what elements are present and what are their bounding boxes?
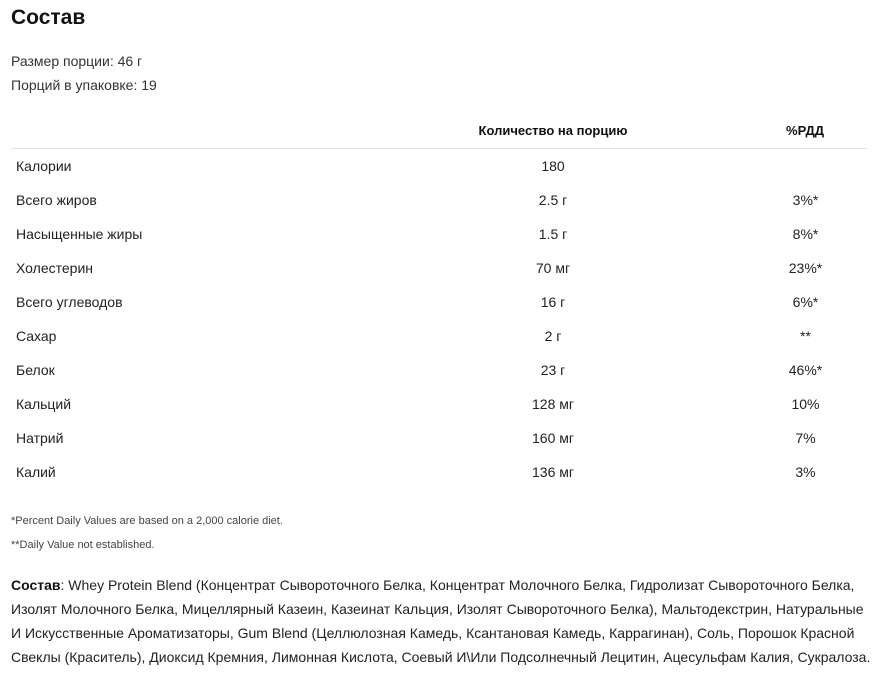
nutrient-amount: 128 мг (532, 396, 574, 412)
nutrient-amount: 2.5 г (538, 192, 568, 208)
nutrient-name: Калории (16, 158, 72, 174)
nutrient-name: Белок (16, 362, 55, 378)
nutrient-name: Всего жиров (16, 192, 97, 208)
nutrition-table (11, 112, 867, 489)
nutrient-name: Холестерин (16, 260, 93, 276)
nutrient-daily-value: 3%* (792, 192, 819, 208)
nutrient-name: Кальций (16, 396, 72, 412)
nutrient-daily-value: 3% (795, 464, 816, 480)
header-name (11, 112, 477, 149)
nutrient-daily-value: 10% (791, 396, 820, 412)
nutrient-amount: 2 г (544, 328, 562, 344)
header-amount: Количество на порцию (477, 112, 629, 149)
table-row (11, 183, 867, 217)
not-established-footnote: **Daily Value not established. (11, 539, 155, 551)
nutrient-name: Насыщенные жиры (16, 226, 143, 242)
table-row (11, 285, 867, 319)
servings-per-container: Порций в упаковке: 19 (11, 77, 157, 93)
nutrient-daily-value: 6%* (792, 294, 819, 310)
nutrient-name: Всего углеводов (16, 294, 123, 310)
nutrient-amount: 70 мг (535, 260, 571, 276)
table-row (11, 319, 867, 353)
nutrient-amount: 160 мг (532, 430, 574, 446)
daily-value-footnote: *Percent Daily Values are based on a 2,000 calorie diet. (11, 515, 283, 527)
table-row (11, 455, 867, 489)
table-row (11, 353, 867, 387)
nutrient-name: Сахар (16, 328, 57, 344)
ingredients-paragraph (11, 573, 871, 669)
table-row (11, 217, 867, 251)
nutrient-daily-value (629, 149, 867, 184)
ingredients-text: : Whey Protein Blend (Концентрат Сывороточного Белка, Концентрат Молочного Белка, Гидролизат Сывороточного Белка, Изолят Молочного Белка, Мицеллярный Казеин, Казеинат Кальция, Изолят Сывороточного Белка), Мальтодекстрин, Натуральные И Искусственные Ароматизаторы, Gum Blend (Целлюлозная Камедь, Ксантановая Камедь, Каррагинан), Соль, Порошок Красной Свеклы (Краситель), Диоксид Кремния, Лимонная Кислота, Соевый И\Или Подсолнечный Лецитин, Ацесульфам Калия, Сукралоза. (11, 577, 871, 665)
nutrient-amount: 136 мг (532, 464, 574, 480)
nutrient-amount: 16 г (540, 294, 566, 310)
nutrient-amount: 23 г (540, 362, 566, 378)
nutrient-daily-value: 8%* (792, 226, 819, 242)
table-row (11, 149, 867, 184)
table-row (11, 421, 867, 455)
nutrient-daily-value: 23%* (788, 260, 823, 276)
nutrient-daily-value: 7% (795, 430, 816, 446)
ingredients-label: Состав (11, 577, 61, 593)
serving-size: Размер порции: 46 г (11, 53, 143, 69)
nutrient-daily-value: 46%* (788, 362, 823, 378)
table-row (11, 387, 867, 421)
nutrient-name: Калий (16, 464, 56, 480)
nutrient-amount: 180 (541, 158, 565, 174)
section-title: Состав (11, 6, 86, 29)
table-header-row (11, 112, 867, 149)
nutrient-amount: 1.5 г (538, 226, 568, 242)
nutrient-daily-value: ** (800, 328, 811, 344)
header-daily-value: %РДД (629, 112, 867, 149)
table-row (11, 251, 867, 285)
nutrient-name: Натрий (16, 430, 64, 446)
